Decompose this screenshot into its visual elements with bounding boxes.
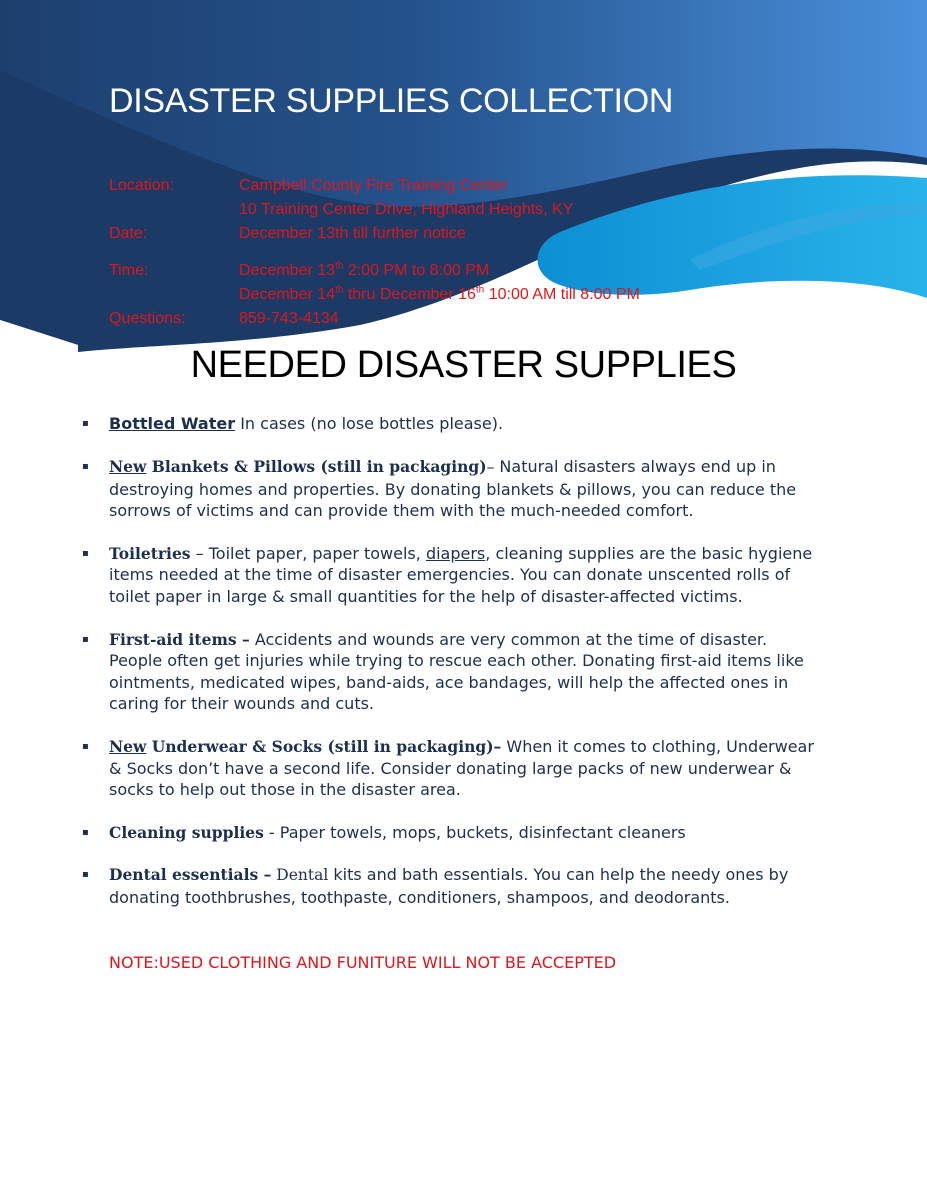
location-label: Location:: [109, 177, 174, 194]
questions-phone: 859-743-4134: [239, 310, 339, 327]
item-desc: Accidents and wounds are very common at the time of disaster. People often get injuries while trying to rescue each other. Donating first-aid items like ointments, medicated wipes, band-aids, ace bandages, will help the affected ones in caring for their wounds and cuts.: [109, 630, 804, 713]
list-item-first-aid: [0, 629, 814, 714]
bullet-icon: ▪: [82, 634, 89, 646]
item-serif-desc: Dental: [271, 866, 329, 885]
bullet-icon: ▪: [82, 461, 89, 473]
time-line2: [239, 283, 640, 307]
item-new-tag: New: [109, 737, 147, 757]
item-name: Toiletries: [109, 544, 191, 564]
time-line2-suffix1: th: [335, 284, 344, 296]
time-line1-date: December 13: [239, 262, 336, 279]
list-item-toiletries: [0, 543, 814, 607]
time-line2-range: thru December 16: [343, 286, 476, 303]
bullet-icon: ▪: [82, 741, 89, 753]
item-desc: When it comes to clothing, Underwear & Socks don’t have a second life. Consider donating large packs of new underwear & socks to help out those in the disaster area.: [109, 737, 814, 799]
time-line1-suffix: th: [335, 260, 344, 272]
time-line2-suffix2: th: [475, 284, 485, 296]
list-item-underwear: [0, 736, 814, 800]
bullet-icon: ▪: [82, 869, 89, 881]
date-label: Date:: [109, 225, 148, 242]
item-name: Blankets & Pillows (still in packaging): [146, 457, 487, 477]
time-label: Time:: [109, 262, 149, 279]
item-desc: In cases (no lose bottles please).: [235, 414, 504, 433]
item-name: Underwear & Socks (still in packaging)–: [146, 737, 502, 757]
time-line1-hours: 2:00 PM to 8:00 PM: [343, 262, 490, 279]
item-desc: , cleaning supplies are the basic hygiene items needed at the time of disaster emergencies. You can donate unscented rolls of toilet paper in large & small quantities for the help of disaster-affected victims.: [109, 544, 813, 606]
list-item-cleaning: [0, 822, 814, 843]
item-name: Cleaning supplies: [109, 823, 264, 843]
item-desc: - Paper towels, mops, buckets, disinfectant cleaners: [263, 823, 686, 843]
supplies-list: [0, 413, 927, 908]
time-line1: [239, 259, 489, 283]
item-name: Bottled Water: [109, 414, 236, 433]
bullet-icon: ▪: [82, 827, 89, 839]
diapers-link[interactable]: diapers: [425, 544, 486, 564]
location-line1: Campbell County Fire Training Center: [239, 177, 508, 194]
item-new-tag: New: [109, 457, 147, 477]
questions-label: Questions:: [109, 310, 186, 327]
note-text: NOTE:USED CLOTHING AND FUNITURE WILL NOT BE ACCEPTED: [109, 953, 617, 972]
list-item-bottled-water: [0, 413, 814, 434]
supplies-heading: NEEDED DISASTER SUPPLIES: [190, 344, 737, 386]
location-line2: 10 Training Center Drive, Highland Heights, KY: [239, 201, 574, 218]
bullet-icon: ▪: [82, 418, 89, 429]
flyer-title: DISASTER SUPPLIES COLLECTION: [109, 82, 674, 120]
list-item-blankets: [0, 456, 814, 521]
list-item-dental: [0, 864, 814, 908]
date-value: December 13th till further notice: [239, 225, 466, 242]
item-desc: Natural disasters always end up in destroying homes and properties. By donating blankets & pillows, you can reduce the sorrows of victims and can provide them with the much-needed comfort.: [109, 457, 797, 520]
item-desc-pre: – Toilet paper, paper towels,: [190, 544, 426, 564]
item-name: Dental essentials –: [109, 865, 272, 885]
time-line2-date: December 14: [239, 286, 336, 303]
item-desc: kits and bath essentials. You can help the needy ones by donating toothbrushes, toothpaste, conditioners, shampoos, and deodorants.: [109, 865, 789, 907]
bullet-icon: ▪: [82, 548, 89, 560]
item-dash: –: [486, 458, 495, 477]
item-name: First-aid items –: [109, 630, 250, 650]
time-line2-hours: 10:00 AM till 8:00 PM: [484, 286, 640, 303]
